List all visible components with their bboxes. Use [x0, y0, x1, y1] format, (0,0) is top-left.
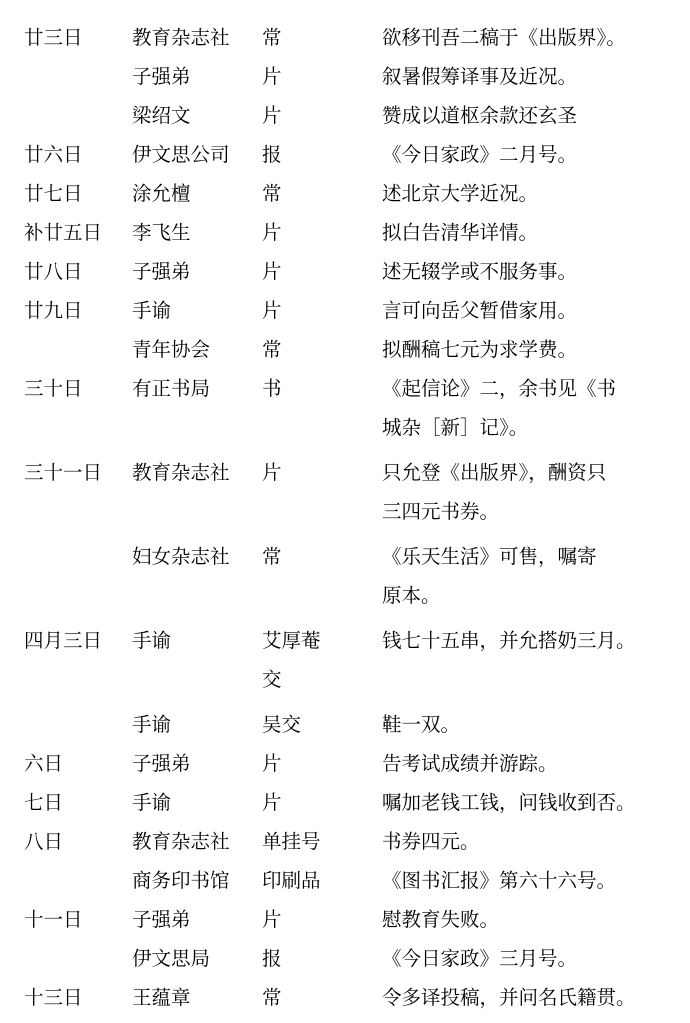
cell-date: 廿九日 [24, 299, 83, 322]
note-line: 拟白告清华详情。 [382, 221, 539, 244]
kind-line: 单挂号 [262, 830, 321, 853]
note-line: 述北京大学近况。 [382, 182, 539, 205]
cell-note [382, 330, 666, 369]
cell-kind [262, 939, 382, 978]
table-row [24, 213, 666, 252]
cell-date: 三十日 [24, 377, 83, 400]
cell-date [24, 57, 132, 96]
table-row [24, 18, 666, 57]
cell-date [24, 861, 132, 900]
cell-party: 伊文思公司 [132, 143, 230, 166]
cell-kind [262, 330, 382, 369]
note-line: 嘱加老钱工钱，问钱收到否。 [382, 791, 636, 814]
note-line: 慰教育失败。 [382, 908, 500, 931]
table-row [24, 96, 666, 135]
note-line: 三四元书券。 [382, 500, 500, 523]
table-row [24, 291, 666, 330]
cell-kind [262, 537, 382, 615]
kind-line: 吴交 [262, 713, 302, 736]
table-body [24, 18, 666, 1017]
cell-kind [262, 252, 382, 291]
cell-kind [262, 453, 382, 531]
cell-kind [262, 621, 382, 699]
cell-kind [262, 369, 382, 447]
cell-note [382, 453, 666, 531]
cell-party: 青年协会 [132, 338, 211, 361]
table-row [24, 252, 666, 291]
table-row [24, 330, 666, 369]
cell-date: 八日 [24, 830, 64, 853]
cell-date: 三十一日 [24, 461, 103, 484]
cell-party: 手谕 [132, 299, 172, 322]
correspondence-table [24, 18, 666, 1017]
table-row [24, 174, 666, 213]
kind-line: 片 [262, 260, 282, 283]
note-line: 拟酬稿七元为求学费。 [382, 338, 578, 361]
table-row [24, 783, 666, 822]
note-line: 原本。 [382, 584, 441, 607]
cell-note [382, 900, 666, 939]
kind-line: 片 [262, 461, 282, 484]
cell-date: 六日 [24, 752, 64, 775]
note-line: 城杂［新］记》。 [382, 416, 529, 439]
kind-line: 报 [262, 947, 282, 970]
cell-date: 廿三日 [24, 26, 83, 49]
cell-party: 教育杂志社 [132, 830, 230, 853]
kind-line: 常 [262, 545, 282, 568]
cell-date: 十一日 [24, 908, 83, 931]
cell-party: 教育杂志社 [132, 461, 230, 484]
note-line: 书券四元。 [382, 830, 480, 853]
cell-date [24, 705, 132, 744]
cell-date [24, 939, 132, 978]
cell-party: 涂允檀 [132, 182, 191, 205]
cell-date: 补廿五日 [24, 221, 103, 244]
cell-party: 子强弟 [132, 260, 191, 283]
cell-party: 手谕 [132, 629, 172, 652]
kind-line: 片 [262, 221, 282, 244]
cell-party: 梁绍文 [132, 104, 191, 127]
cell-note [382, 783, 666, 822]
note-line: 言可向岳父暂借家用。 [382, 299, 578, 322]
note-line: 《起信论》二，余书见《书 [382, 377, 617, 400]
note-line: 《图书汇报》第六十六号。 [382, 869, 617, 892]
cell-party: 手谕 [132, 791, 172, 814]
cell-date: 七日 [24, 791, 64, 814]
cell-kind [262, 174, 382, 213]
kind-line: 片 [262, 104, 282, 127]
cell-kind [262, 900, 382, 939]
cell-party: 有正书局 [132, 377, 211, 400]
cell-party: 妇女杂志社 [132, 545, 230, 568]
cell-note [382, 939, 666, 978]
cell-note [382, 135, 666, 174]
kind-line: 片 [262, 299, 282, 322]
kind-line: 片 [262, 791, 282, 814]
cell-party: 李飞生 [132, 221, 191, 244]
table-row [24, 135, 666, 174]
table-row [24, 537, 666, 615]
cell-note [382, 291, 666, 330]
cell-kind [262, 705, 382, 744]
cell-note [382, 861, 666, 900]
note-line: 《乐天生活》可售，嘱寄 [382, 545, 597, 568]
table-row [24, 705, 666, 744]
kind-line: 艾厚菴 [262, 629, 321, 652]
note-line: 只允登《出版界》，酬资只 [382, 461, 607, 484]
cell-kind [262, 291, 382, 330]
table-row [24, 900, 666, 939]
table-row [24, 453, 666, 531]
cell-note [382, 18, 666, 57]
kind-line: 交 [262, 668, 282, 691]
table-row [24, 369, 666, 447]
cell-kind [262, 978, 382, 1017]
note-line: 欲移刊吾二稿于《出版界》。 [382, 26, 626, 49]
cell-kind [262, 783, 382, 822]
kind-line: 片 [262, 752, 282, 775]
table-row [24, 861, 666, 900]
kind-line: 片 [262, 908, 282, 931]
cell-kind [262, 822, 382, 861]
cell-date [24, 537, 132, 615]
kind-line: 常 [262, 26, 282, 49]
cell-date: 廿八日 [24, 260, 83, 283]
cell-note [382, 705, 666, 744]
kind-line: 书 [262, 377, 282, 400]
cell-note [382, 174, 666, 213]
cell-note [382, 822, 666, 861]
note-line: 《今日家政》三月号。 [382, 947, 578, 970]
cell-date: 四月三日 [24, 629, 103, 652]
cell-party: 子强弟 [132, 65, 191, 88]
cell-date: 廿六日 [24, 143, 83, 166]
table-row [24, 822, 666, 861]
cell-kind [262, 96, 382, 135]
kind-line: 常 [262, 986, 282, 1009]
kind-line: 常 [262, 182, 282, 205]
cell-party: 商务印书馆 [132, 869, 230, 892]
note-line: 令多译投稿，并问名氏籍贯。 [382, 986, 636, 1009]
cell-party: 手谕 [132, 713, 172, 736]
cell-date: 十三日 [24, 986, 83, 1009]
cell-kind [262, 135, 382, 174]
cell-note [382, 537, 666, 615]
cell-kind [262, 213, 382, 252]
note-line: 《今日家政》二月号。 [382, 143, 578, 166]
cell-party: 王蕴章 [132, 986, 191, 1009]
cell-note [382, 213, 666, 252]
kind-line: 印刷品 [262, 869, 321, 892]
note-line: 赞成以道枢余款还玄圣 [382, 104, 578, 127]
cell-date [24, 96, 132, 135]
cell-party: 教育杂志社 [132, 26, 230, 49]
cell-party: 子强弟 [132, 752, 191, 775]
kind-line: 片 [262, 65, 282, 88]
cell-note [382, 978, 666, 1017]
table-row [24, 744, 666, 783]
cell-date: 廿七日 [24, 182, 83, 205]
cell-date [24, 330, 132, 369]
cell-party: 子强弟 [132, 908, 191, 931]
table-row [24, 978, 666, 1017]
note-line: 告考试成绩并游踪。 [382, 752, 558, 775]
cell-note [382, 57, 666, 96]
note-line: 述无辍学或不服务事。 [382, 260, 578, 283]
cell-note [382, 744, 666, 783]
kind-line: 报 [262, 143, 282, 166]
table-row [24, 939, 666, 978]
cell-kind [262, 861, 382, 900]
cell-note [382, 621, 666, 699]
table-row [24, 57, 666, 96]
cell-note [382, 96, 666, 135]
cell-kind [262, 57, 382, 96]
cell-note [382, 252, 666, 291]
note-line: 鞋一双。 [382, 713, 461, 736]
kind-line: 常 [262, 338, 282, 361]
note-line: 叙暑假筹译事及近况。 [382, 65, 578, 88]
cell-party: 伊文思局 [132, 947, 211, 970]
table-row [24, 621, 666, 699]
cell-note [382, 369, 666, 447]
cell-kind [262, 18, 382, 57]
cell-kind [262, 744, 382, 783]
note-line: 钱七十五串，并允搭奶三月。 [382, 629, 636, 652]
